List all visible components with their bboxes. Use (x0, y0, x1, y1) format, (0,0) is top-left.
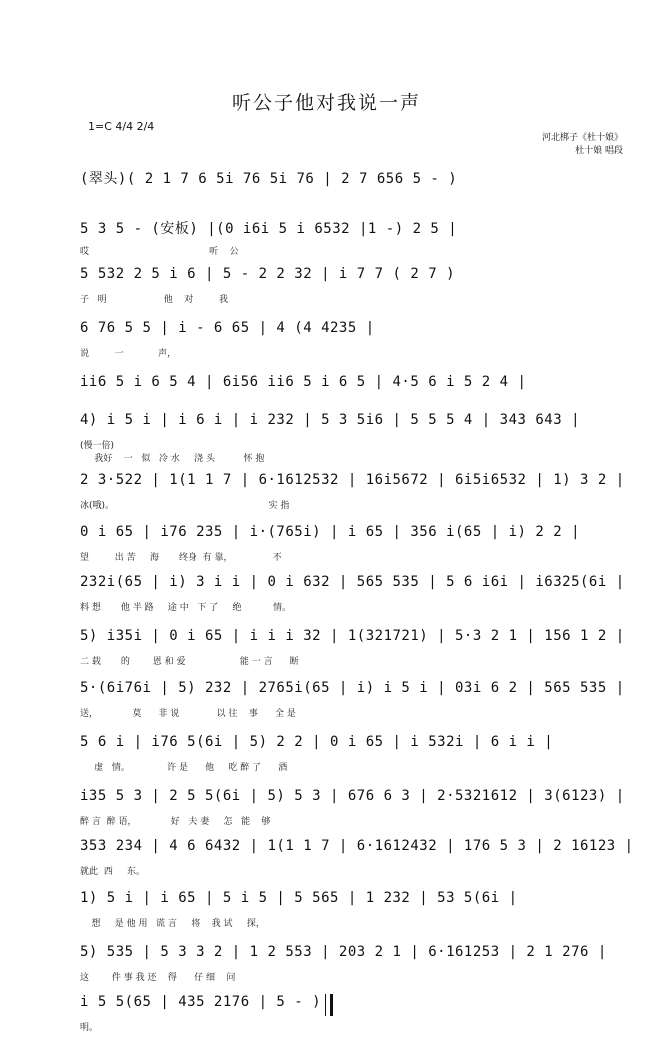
numbered-notation: 5 3 5 - (安板) |(0 i6i 5 i 6532 |1 -) 2 5 | (80, 221, 458, 237)
numbered-notation: 6 76 5 5 | i - 6 65 | 4 (4 4235 | (80, 320, 375, 336)
numbered-notation: i35 5 3 | 2 5 5(6i | 5) 5 3 | 676 6 3 | 2·5321612 | 3(6123) | (80, 788, 625, 804)
numbered-notation: 5·(6i76i | 5) 232 | 2765i(65 | i) i 5 i | 03i 6 2 | 565 535 | (80, 680, 625, 696)
music-line (80, 574, 625, 620)
source-credit: 河北梆子《杜十娘》 (541, 133, 623, 143)
lyric-line: 哎 听 公 (80, 247, 239, 257)
music-line (80, 524, 580, 570)
music-line (80, 320, 580, 366)
numbered-notation: ii6 5 i 6 5 4 | 6i56 ii6 5 i 6 5 | 4·5 6 i 5 2 4 | (80, 374, 527, 390)
numbered-notation: 232i(65 | i) 3 i i | 0 i 632 | 565 535 | 5 6 i6i | i6325(6i | (80, 574, 625, 590)
lyric-line: 想 是 他 用 谎 言 将 我 试 探， (80, 919, 265, 929)
lyric-line: 醉 言 醉 语， 好 夫 妻 怎 能 够 (80, 817, 271, 827)
lyric-line: (慢一倍) 我好 一 似 冷 水 浇 头 怀 抱 (80, 441, 265, 464)
music-line (80, 168, 580, 214)
lyric-line: 明。 (80, 1023, 99, 1033)
lyric-line: 料 想 他 半 路 途 中 下 了 绝 情。 (80, 603, 291, 613)
performer-credit: 杜十娘 唱段 (575, 146, 623, 156)
numbered-notation: 5) i35i | 0 i 65 | i i i 32 | 1(321721) | 5·3 2 1 | 156 1 2 | (80, 628, 625, 644)
final-barline (325, 994, 333, 1016)
lyric-line: 虚 情。 许 是 他 吃 醉 了 酒 (80, 763, 288, 773)
music-line (80, 628, 625, 674)
page-title: 听公子他对我说一声 (231, 92, 421, 114)
music-line (80, 412, 581, 464)
music-line (80, 944, 607, 990)
lyric-line: 这 件 事 我 还 得 仔 细 问 (80, 973, 236, 983)
numbered-notation: (翠头)( 2 1 7 6 5i 76 5i 76 | 2 7 656 5 - ) (80, 171, 458, 187)
music-line (80, 218, 580, 264)
lyric-line: 子 明 他 对 我 (80, 295, 228, 305)
lyric-line: 冰(哦)。 实 指 (80, 501, 290, 511)
lyric-line: 送， 莫 非 说 以 往 事 全 是 (80, 709, 296, 719)
music-line (80, 680, 625, 726)
numbered-notation: 0 i 65 | i76 235 | i·(765i) | i 65 | 356 i(65 | i) 2 2 | (80, 524, 581, 540)
numbered-notation: 1) 5 i | i 65 | 5 i 5 | 5 565 | 1 232 | 53 5(6i | (80, 890, 518, 906)
music-line (80, 788, 625, 834)
numbered-notation: 5) 535 | 5 3 3 2 | 1 2 553 | 203 2 1 | 6·161253 | 2 1 276 | (80, 944, 607, 960)
music-line (80, 734, 580, 780)
lyric-line: 望 出 苦 海 终身 有 靠， 不 (80, 553, 282, 563)
numbered-notation: 5 6 i | i76 5(6i | 5) 2 2 | 0 i 65 | i 532i | 6 i i | (80, 734, 554, 750)
numbered-notation: 353 234 | 4 6 6432 | 1(1 1 7 | 6·1612432 | 176 5 3 | 2 16123 | (80, 838, 634, 854)
lyric-line: 就此 西 东。 (80, 867, 146, 877)
lyric-line: 二 载 的 恩 和 爱 能 一 言 断 (80, 657, 299, 667)
music-line (80, 838, 634, 884)
numbered-notation: 5 532 2 5 i 6 | 5 - 2 2 32 | i 7 7 ( 2 7 ) (80, 266, 456, 282)
music-line (80, 472, 625, 518)
numbered-notation: 2 3·522 | 1(1 1 7 | 6·1612532 | 16i5672 | 6i5i6532 | 1) 3 2 | (80, 472, 625, 488)
numbered-notation: i 5 5(65 | 435 2176 | 5 - ) (80, 994, 322, 1010)
music-line (80, 266, 580, 312)
lyric-line: 说 一 声， (80, 349, 177, 359)
numbered-notation: 4) i 5 i | i 6 i | i 232 | 5 3 5i6 | 5 5 5 4 | 343 643 | (80, 412, 581, 428)
music-line (80, 890, 580, 936)
key-signature: 1=C 4/4 2/4 (88, 120, 155, 133)
